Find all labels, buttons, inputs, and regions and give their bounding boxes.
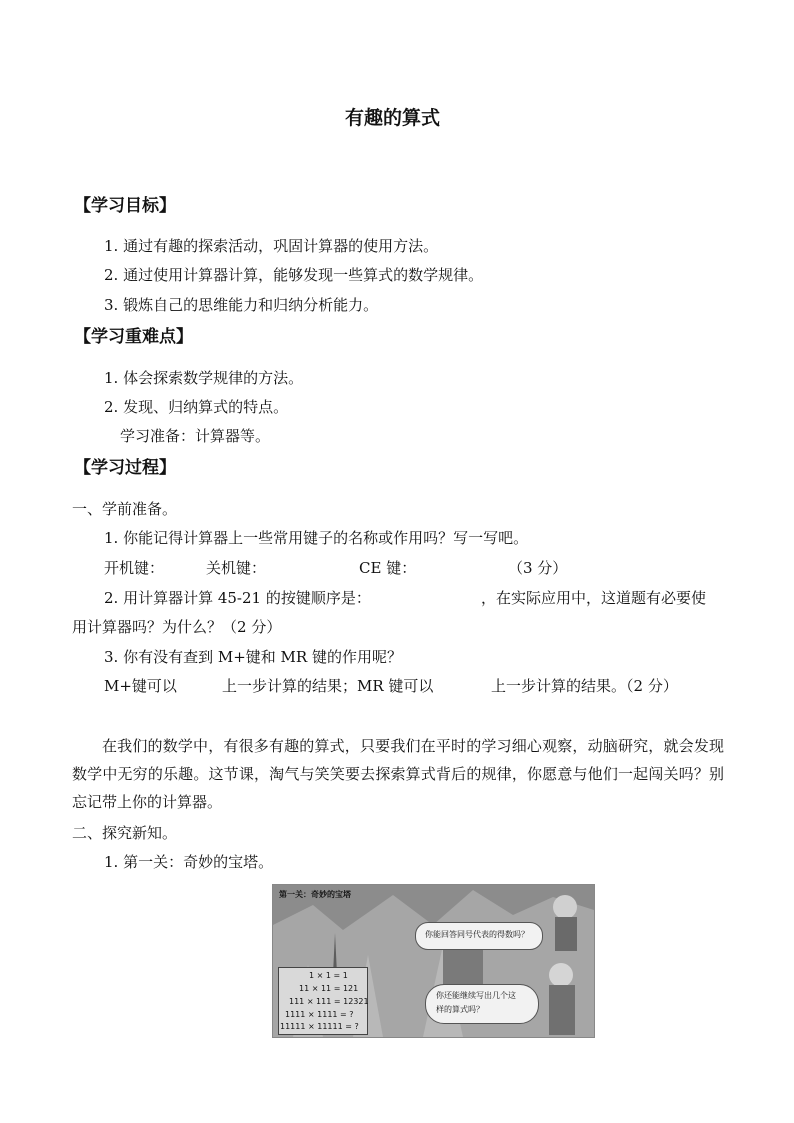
question-1: 1. 你能记得计算器上一些常用键子的名称或作用吗？写一写吧。 bbox=[104, 529, 529, 547]
page-title: 有趣的算式 bbox=[345, 107, 441, 129]
intro-paragraph: 在我们的数学中，有很多有趣的算式，只要我们在平时的学习细心观察，动脑研究，就会发现数学中无穷的乐趣。这节课，淘气与笑笑要去探索算式背后的规律，你愿意与他们一起闯关吗？别忘记带上你的计算器。 bbox=[72, 737, 724, 811]
off-key-label: 关机键： bbox=[206, 559, 267, 577]
process-heading: 【学习过程】 bbox=[74, 458, 176, 478]
goals-heading: 【学习目标】 bbox=[74, 196, 176, 216]
speech-bubble-2-text-a: 你还能继续写出几个这 bbox=[436, 991, 516, 1000]
question-2-wrap: 用计算器吗？为什么？（2 分） bbox=[72, 618, 282, 636]
equation-row: 11 × 11 = 121 bbox=[299, 984, 359, 993]
speech-bubble-2-text-b: 样的算式吗？ bbox=[436, 1005, 484, 1014]
question-2-cont: ，在实际应用中，这道题有必要使 bbox=[481, 589, 707, 607]
part2-heading: 二、探究新知。 bbox=[72, 824, 178, 842]
goal-item: 2. 通过使用计算器计算，能够发现一些算式的数学规律。 bbox=[104, 266, 484, 284]
ce-key-label: CE 键： bbox=[359, 559, 417, 577]
question-3: 3. 你有没有查到 M+键和 MR 键的作用呢？ bbox=[104, 648, 402, 666]
level-1-title: 1. 第一关：奇妙的宝塔。 bbox=[104, 853, 274, 871]
speech-bubble-1-text: 你能回答同号代表的得数吗？ bbox=[425, 930, 529, 939]
key-point-item: 2. 发现、归纳算式的特点。 bbox=[104, 398, 289, 416]
part1-heading: 一、学前准备。 bbox=[72, 500, 178, 518]
equation-row: 1111 × 1111 = ? bbox=[285, 1010, 354, 1019]
mr-answer: 上一步计算的结果；MR 键可以 bbox=[222, 677, 434, 695]
goal-item: 3. 锻炼自己的思维能力和归纳分析能力。 bbox=[104, 296, 379, 314]
pagoda-illustration bbox=[272, 884, 595, 1038]
key-points-heading: 【学习重难点】 bbox=[74, 327, 193, 347]
equation-row: 111 × 111 = 12321 bbox=[289, 997, 369, 1006]
question-2: 2. 用计算器计算 45-21 的按键顺序是： bbox=[104, 589, 371, 607]
on-key-label: 开机键： bbox=[104, 559, 165, 577]
goal-item: 1. 通过有趣的探索活动，巩固计算器的使用方法。 bbox=[104, 237, 439, 255]
equation-row: 1 × 1 = 1 bbox=[309, 971, 348, 980]
m-plus-answer: M+键可以 bbox=[104, 677, 177, 695]
key-point-item: 1. 体会探索数学规律的方法。 bbox=[104, 369, 304, 387]
equation-row: 11111 × 11111 = ? bbox=[280, 1022, 359, 1031]
figure-caption: 第一关：奇妙的宝塔 bbox=[279, 890, 351, 899]
score-label: （3 分） bbox=[508, 559, 568, 577]
prep-note: 学习准备：计算器等。 bbox=[120, 427, 271, 445]
mr-answer-end: 上一步计算的结果。（2 分） bbox=[491, 677, 678, 695]
